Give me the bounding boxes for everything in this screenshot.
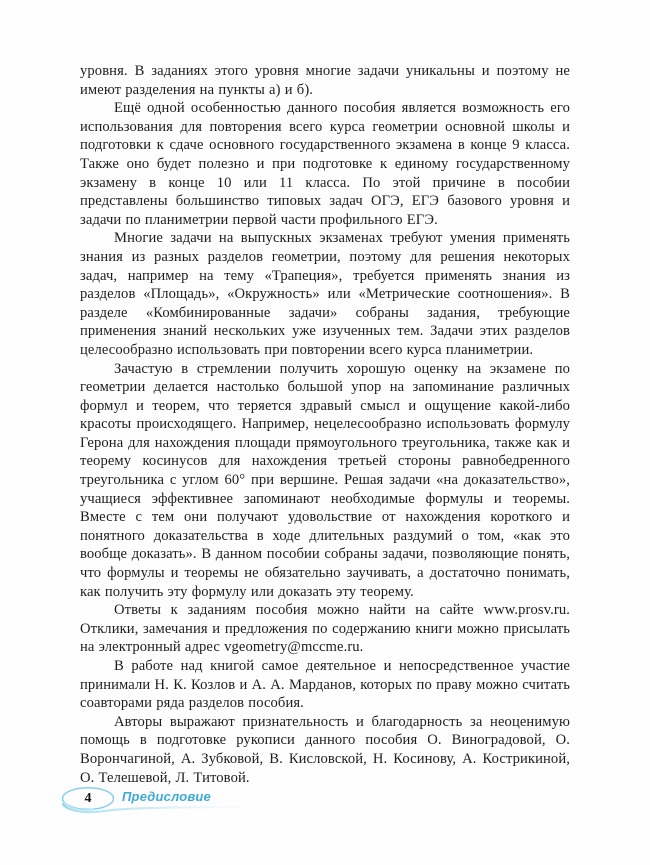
page-footer xyxy=(0,784,650,834)
paragraph-answers: Ответы к заданиям пособия можно найти на сайте www.prosv.ru. Отклики, замечания и предложения по содержанию книги можно присылать на электронный адрес vgeometry@mccme.ru. xyxy=(80,602,570,656)
body-text-column xyxy=(80,62,570,787)
paragraph-many-tasks: Многие задачи на выпускных экзаменах требуют умения применять знания из разных разделов геометрии, поэтому для решения некоторых задач, например на тему «Трапеция», требуется применять знания из разделов «Площадь», «Окружность» или «Метрические соотношения». В разделе «Комбинированные задачи» собраны задания, требующие применения знаний нескольких уже изученных тем. Задачи этих разделов целесообразно использовать при повторении всего курса планиметрии. xyxy=(80,230,570,358)
paragraph-acknowledgements: Авторы выражают признательность и благодарность за неоценимую помощь в подготовке рукописи данного пособия О. Виноградовой, О. Ворончагиной, А. Зубковой, В. Кисловской, Н. Косинову, А. Кострикиной, О. Телешевой, Л. Титовой. xyxy=(80,713,570,786)
page-number-badge xyxy=(60,785,116,813)
paragraph-memorization: Зачастую в стремлении получить хорошую оценку на экзамене по геометрии делается настолько большой упор на запоминание различных формул и теорем, что теряется здравый смысл и ощущение какой-либо красоты происходящего. Например, нецелесообразно использовать формулу Герона для нахождения площади прямоугольного треугольника, также как и теорему косинусов для нахождения третьей стороны равнобедренного треугольника с углом 60° при вершине. Решая задачи «на доказательство», учащиеся эффективнее запоминают необходимые формулы и теоремы. Вместе с тем они получают удовольствие от нахождения короткого и понятного доказательства в ходе длительных раздумий о том, «как это вообще доказать». В данном пособии собраны задачи, позволяющие понять, что формулы и теоремы не обязательно заучивать, а достаточно понимать, как получить эту формулу или доказать эту теорему. xyxy=(80,360,570,600)
paragraph-contributors: В работе над книгой самое деятельное и непосредственное участие принимали Н. К. Козлов и А. А. Марданов, которых по праву можно считать соавторами ряда разделов пособия. xyxy=(80,658,570,712)
footer-section-label: Предисловие xyxy=(122,789,211,804)
paragraph-continued: уровня. В заданиях этого уровня многие задачи уникальны и поэтому не имеют разделения на пункты а) и б). xyxy=(80,63,570,98)
page-number-value: 4 xyxy=(84,790,92,806)
paragraph-feature: Ещё одной особенностью данного пособия является возможность его использования для повторения всего курса геометрии основной школы и подготовки к сдаче основного государственного экзамена в конце 9 класса. Также оно будет полезно и при подготовке к единому государственному экзамену в конце 10 или 11 класса. По этой причине в пособии представлены большинство типовых задач ОГЭ, ЕГЭ базового уровня и задачи по планиметрии первой части профильного ЕГЭ. xyxy=(80,100,570,228)
